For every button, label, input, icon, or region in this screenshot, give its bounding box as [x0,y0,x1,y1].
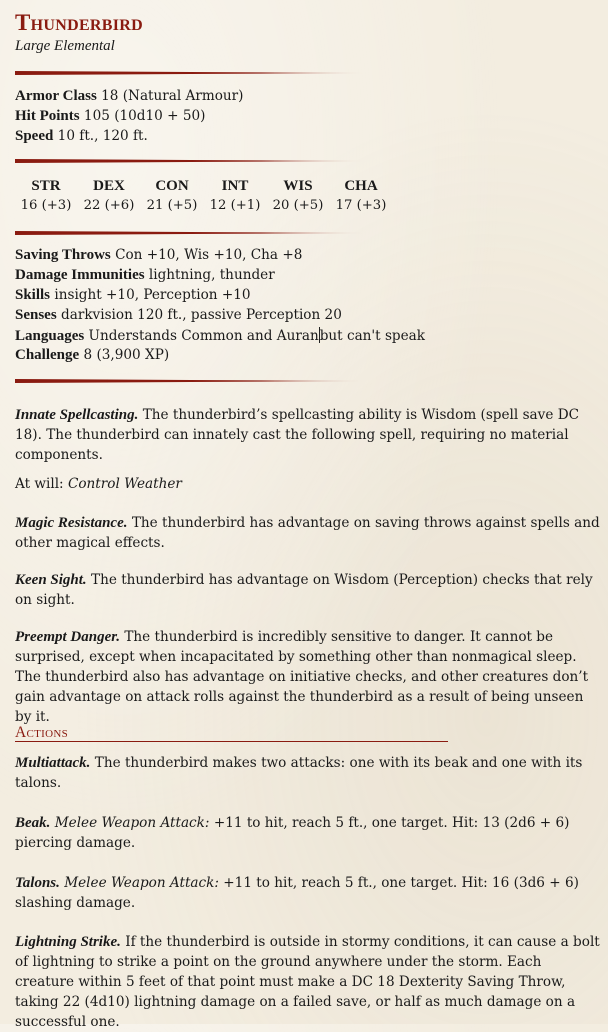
trait-text: The thunderbird has advantage on saving throws against spells and other magical effects. [15,515,600,551]
skills-line [15,287,251,304]
ability-wis [268,178,328,213]
trait-innate-spellcasting [15,405,600,465]
action-text: +11 to hit, reach 5 ft., one target. Hit: 13 (2d6 + 6) piercing damage. [15,815,570,851]
action-title: Beak. [15,815,51,831]
action-text: +11 to hit, reach 5 ft., one target. Hit: 16 (3d6 + 6) slashing damage. [15,875,579,911]
ability-int [205,178,265,213]
ability-value: 17 (+3) [335,198,387,213]
trait-magic-resistance [15,513,600,553]
speed-label: Speed [15,128,54,144]
languages-value-b: but can't speak [319,328,426,344]
armor-class-line [15,88,243,105]
creature-name: Thunderbird [15,10,143,35]
action-text: If the thunderbird is outside in stormy conditions, it can cause a bolt of lightning to strike a point on the ground anywhere under the storm. Each creature within 5 feet of that point must make a DC 18 Dexterity Saving Throw, taking 22 (4d10) lightning damage on a failed save, or half as much damage on a successful one. [15,934,600,1030]
at-will-label: At will: [15,476,64,492]
languages-label: Languages [15,328,85,344]
speed-value: 10 ft., 120 ft. [57,128,148,144]
trait-title: Innate Spellcasting. [15,407,139,423]
saving-throws-value: Con +10, Wis +10, Cha +8 [115,247,303,263]
ability-label: DEX [93,178,125,194]
challenge-label: Challenge [15,347,80,363]
trait-text: The thunderbird’s spellcasting ability is Wisdom (spell save DC 18). The thunderbird can innately cast the following spell, requiring no material components. [15,407,579,463]
action-lightning-strike [15,932,600,1032]
divider-rule-1 [15,71,367,75]
trait-text: The thunderbird has advantage on Wisdom (Perception) checks that rely on sight. [15,572,593,608]
action-title: Talons. [15,875,60,891]
trait-title: Preempt Danger. [15,629,120,645]
divider-rule-4 [15,379,367,383]
skills-value: insight +10, Perception +10 [54,287,251,303]
ability-value: 20 (+5) [272,198,324,213]
ability-dex [79,178,139,213]
ability-str [16,178,76,213]
action-attack-type: Melee Weapon Attack: [64,875,219,891]
actions-divider [15,741,448,742]
at-will-spell: Control Weather [67,476,182,492]
speed-line [15,128,148,145]
senses-line [15,307,342,324]
hit-points-label: Hit Points [15,108,80,124]
divider-rule-3 [15,231,367,235]
skills-label: Skills [15,287,51,303]
languages-line [15,327,425,345]
action-title: Lightning Strike. [15,934,121,950]
action-beak [15,813,600,853]
action-talons [15,873,600,913]
senses-value: darkvision 120 ft., passive Perception 20 [61,307,342,323]
saving-throws-label: Saving Throws [15,247,111,263]
ability-con [142,178,202,213]
challenge-line [15,347,169,364]
ability-label: INT [221,178,249,194]
armor-class-value: 18 (Natural Armour) [101,88,244,104]
ability-cha [331,178,391,213]
damage-immunities-value: lightning, thunder [148,267,275,283]
hit-points-line [15,108,205,125]
ability-label: STR [31,178,61,194]
action-text: The thunderbird makes two attacks: one with its beak and one with its talons. [15,755,583,791]
actions-heading: Actions [15,724,69,741]
ability-value: 22 (+6) [83,198,135,213]
ability-value: 21 (+5) [146,198,198,213]
ability-label: CON [155,178,189,194]
trait-text: The thunderbird is incredibly sensitive to danger. It cannot be surprised, except when incapacitated by something other than nonmagical sleep. The thunderbird also has advantage on initiative checks, and other creatures don’t gain advantage on attack rolls against the thunderbird as a result of being unseen by it. [15,629,589,725]
action-multiattack [15,753,600,793]
trait-keen-sight [15,570,600,610]
ability-label: CHA [344,178,378,194]
trait-preempt-danger [15,627,600,727]
action-attack-type: Melee Weapon Attack: [54,815,210,831]
saving-throws-line [15,247,302,264]
hit-points-value: 105 (10d10 + 50) [83,108,206,124]
ability-label: WIS [283,178,313,194]
trait-title: Magic Resistance. [15,515,128,531]
creature-type: Large Elemental [15,38,115,54]
damage-immunities-label: Damage Immunities [15,267,145,283]
senses-label: Senses [15,307,57,323]
ability-value: 16 (+3) [20,198,72,213]
languages-value-a: Understands Common and Auran [88,328,319,344]
trait-title: Keen Sight. [15,572,87,588]
damage-immunities-line [15,267,275,284]
trait-at-will [15,474,600,494]
divider-rule-2 [15,159,367,163]
challenge-value: 8 (3,900 XP) [83,347,170,363]
ability-value: 12 (+1) [209,198,261,213]
action-title: Multiattack. [15,755,91,771]
armor-class-label: Armor Class [15,88,97,104]
